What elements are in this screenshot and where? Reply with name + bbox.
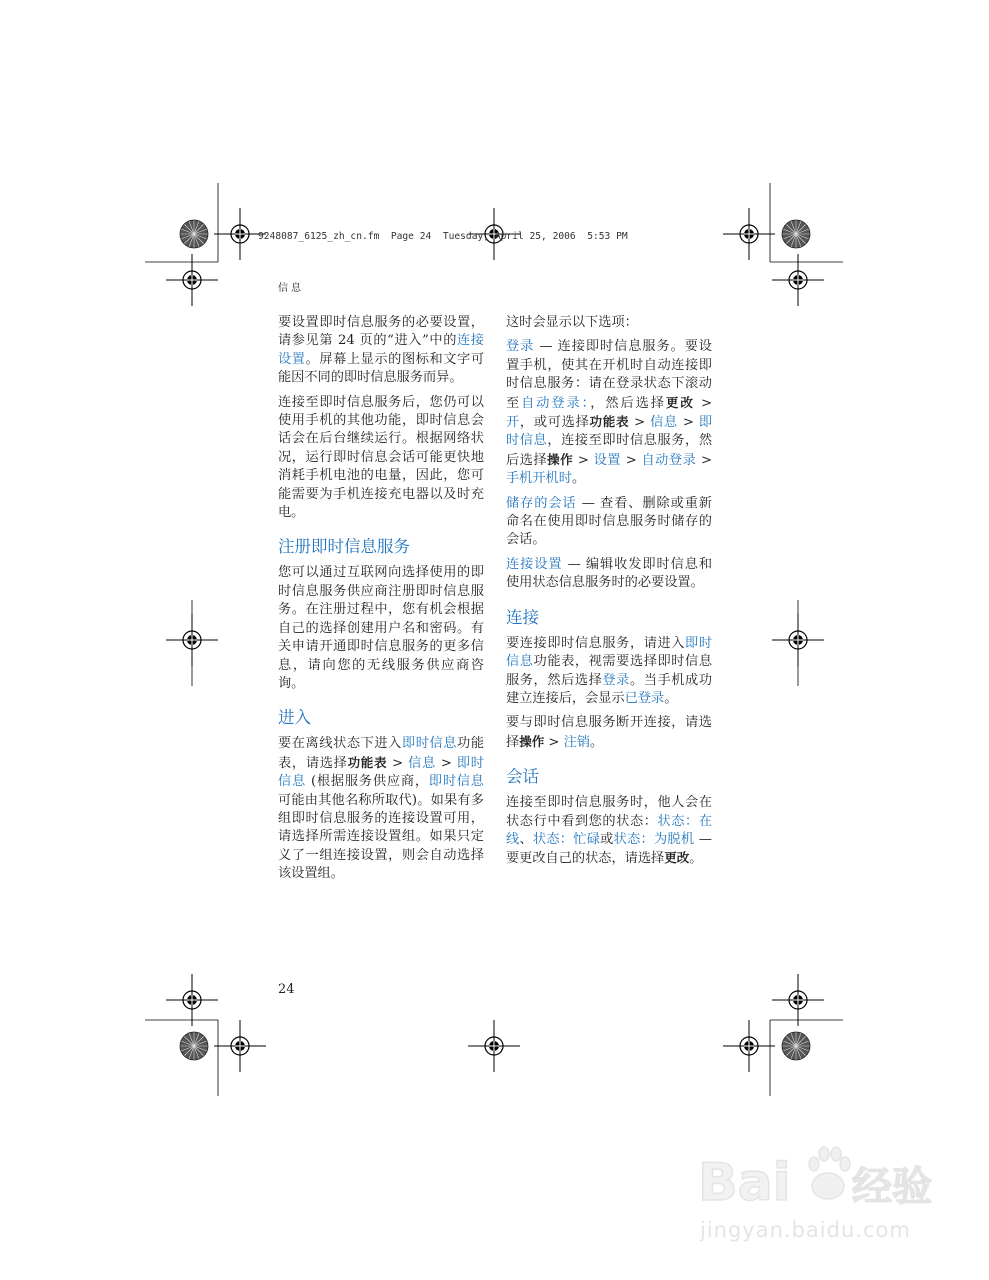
paragraph-access: 要在离线状态下进入即时信息功能表，请选择功能表 > 信息 > 即时信息 (根据服务供应商，即时信息可能由其他名称所取代)。如果有多组即时信息服务的连接设置可用，请选择所需连接设置组。如果只定义了一组连接设置，则会自动选择该设置组。 <box>278 736 485 882</box>
paragraph-register: 您可以通过互联网向选择使用的即时信息服务供应商注册即时信息服务。在注册过程中，您有机会根据自己的选择创建用户名和密码。有关申请开通即时信息服务的更多信息，请向您的无线服务供应商咨询。 <box>278 565 484 691</box>
paragraph-background-session: 连接至即时信息服务后，您仍可以使用手机的其他功能，即时信息会话会在后台继续运行。根据网络状况，运行即时信息会话可能更快地消耗手机电池的电量，因此，您可能需要为手机连接充电器以及时充电。 <box>278 394 484 521</box>
right-column <box>506 314 712 875</box>
watermark-url: jingyan.baidu.com <box>700 1218 911 1242</box>
svg-text:经验: 经验 <box>852 1164 932 1210</box>
heading-register-im: 注册即时信息服务 <box>278 537 410 557</box>
page-number: 24 <box>278 982 295 997</box>
paragraph-connect: 要连接即时信息服务，请进入即时信息功能表，视需要选择即时信息服务，然后选择登录。当手机成功建立连接后，会显示已登录。 <box>506 635 713 706</box>
heading-session: 会话 <box>506 767 539 787</box>
option-connection-settings: 连接设置 — 编辑收发即时信息和使用状态信息服务时的必要设置。 <box>506 556 713 591</box>
link-connection-settings: 连接设置 <box>278 333 484 367</box>
baidu-jingyan-watermark <box>694 1130 954 1260</box>
heading-connect: 连接 <box>506 607 539 627</box>
running-head: 信息 <box>278 283 304 294</box>
option-login: 登录 — 连接即时信息服务。要设置手机，使其在开机时自动连接即时信息服务：请在登录状态下滚动至自动登录：，然后选择更改 > 开，或可选择功能表 > 信息 > 即时信息，连接至即时信息服务，然后选择操作 > 设置 > 自动登录 > 手机开机时。 <box>506 339 713 487</box>
svg-text:Bai: Bai <box>698 1153 791 1213</box>
watermark-logo <box>694 1130 954 1220</box>
print-slug-line: 9248087_6125_zh_cn.fm Page 24 Tuesday, April 25, 2006 5:53 PM <box>258 231 628 242</box>
paragraph-options-intro: 这时会显示以下选项： <box>506 315 638 330</box>
left-column <box>278 314 484 890</box>
paragraph-setup-reference: 要设置即时信息服务的必要设置，请参见第 24 页的“进入”中的连接设置。屏幕上显示的图标和文字可能因不同的即时信息服务而异。 <box>278 315 485 386</box>
option-saved-sessions: 储存的会话 — 查看、删除或重新命名在使用即时信息服务时储存的会话。 <box>506 495 712 548</box>
paragraph-disconnect: 要与即时信息服务断开连接，请选择操作 > 注销。 <box>506 715 712 750</box>
heading-access: 进入 <box>278 708 311 728</box>
paragraph-status: 连接至即时信息服务时，他人会在状态行中看到您的状态：状态：在线、状态：忙碌或状态：为脱机 — 要更改自己的状态，请选择更改。 <box>506 795 713 867</box>
